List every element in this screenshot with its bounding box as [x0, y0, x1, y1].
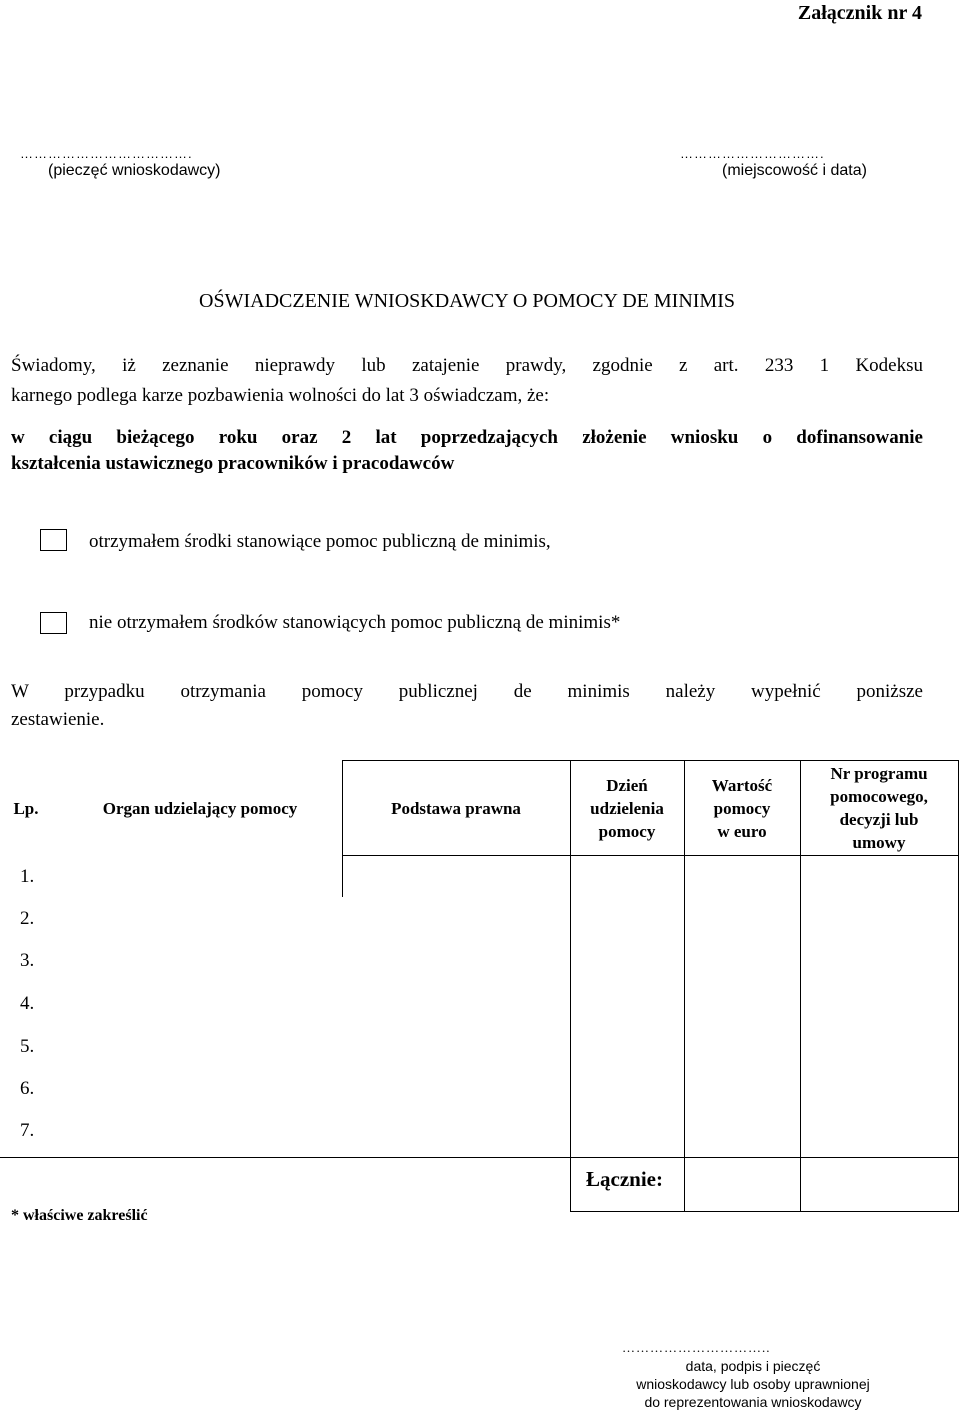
document-title: OŚWIADCZENIE WNIOSKDAWCY O POMOCY DE MINIMIS: [199, 290, 735, 312]
row-number-5: 5.: [20, 1036, 35, 1057]
header-value-line-2: pomocy: [713, 799, 771, 818]
not-received-aid-label: nie otrzymałem środków stanowiących pomoc publiczną de minimis*: [89, 612, 621, 633]
signature-label-line-2: wnioskodawcy lub osoby uprawnionej: [636, 1376, 870, 1392]
place-date-label: (miejscowość i data): [722, 162, 867, 179]
header-program-line-4: umowy: [852, 833, 906, 852]
header-grant-date-line-1: Dzień: [606, 776, 648, 795]
signature-label: [618, 1357, 888, 1411]
header-program-line-2: pomocowego,: [830, 787, 928, 806]
footnote: * właściwe zakreślić: [11, 1207, 148, 1224]
annex-number: Załącznik nr 4: [797, 2, 922, 24]
intro-line-1: Świadomy, iż zeznanie nieprawdy lub zatajenie prawdy, zgodnie z art. 233 1 Kodeksu: [11, 355, 923, 376]
place-date-dots: ………………………….: [680, 146, 825, 161]
header-grant-date: [572, 774, 682, 843]
row-number-1: 1.: [20, 866, 35, 887]
row-number-6: 6.: [20, 1078, 35, 1099]
instruction-line-2: zestawienie.: [11, 709, 105, 730]
header-program-line-1: Nr programu: [830, 764, 928, 783]
row-number-4: 4.: [20, 993, 35, 1014]
stamp-dots: ……………………………….: [20, 146, 193, 161]
not-received-aid-checkbox[interactable]: [40, 612, 67, 634]
header-value-line-1: Wartość: [711, 776, 773, 795]
header-grant-date-line-2: udzielenia: [590, 799, 664, 818]
total-label: Łącznie:: [586, 1167, 663, 1191]
header-organ: Organ udzielający pomocy: [102, 799, 298, 818]
stamp-label: (pieczęć wnioskodawcy): [48, 162, 221, 179]
signature-label-line-1: data, podpis i pieczęć: [685, 1358, 821, 1374]
instruction-line-1: W przypadku otrzymania pomocy publicznej de minimis należy wypełnić poniższe: [11, 681, 923, 702]
row-number-3: 3.: [20, 950, 35, 971]
statement-line-1: w ciągu bieżącego roku oraz 2 lat poprzedzających złożenie wniosku o dofinansowanie: [11, 427, 923, 448]
row-number-2: 2.: [20, 908, 35, 929]
intro-line-2: karnego podlega karze pozbawienia wolności do lat 3 oświadczam, że:: [11, 385, 550, 406]
received-aid-label: otrzymałem środki stanowiące pomoc publiczną de minimis,: [89, 531, 551, 552]
row-number-7: 7.: [20, 1120, 35, 1141]
header-value-eur: [686, 774, 798, 843]
signature-dots: …………………………..: [622, 1340, 771, 1355]
received-aid-checkbox[interactable]: [40, 529, 67, 551]
header-grant-date-line-3: pomocy: [598, 822, 656, 841]
header-lp: Lp.: [13, 799, 39, 818]
header-value-line-3: w euro: [717, 822, 767, 841]
statement-line-2: kształcenia ustawicznego pracowników i pracodawców: [11, 453, 455, 474]
header-legal-basis: Podstawa prawna: [391, 799, 521, 818]
signature-label-line-3: do reprezentowania wnioskodawcy: [644, 1394, 862, 1410]
header-program-number: [802, 762, 956, 854]
header-program-line-3: decyzji lub: [839, 810, 919, 829]
